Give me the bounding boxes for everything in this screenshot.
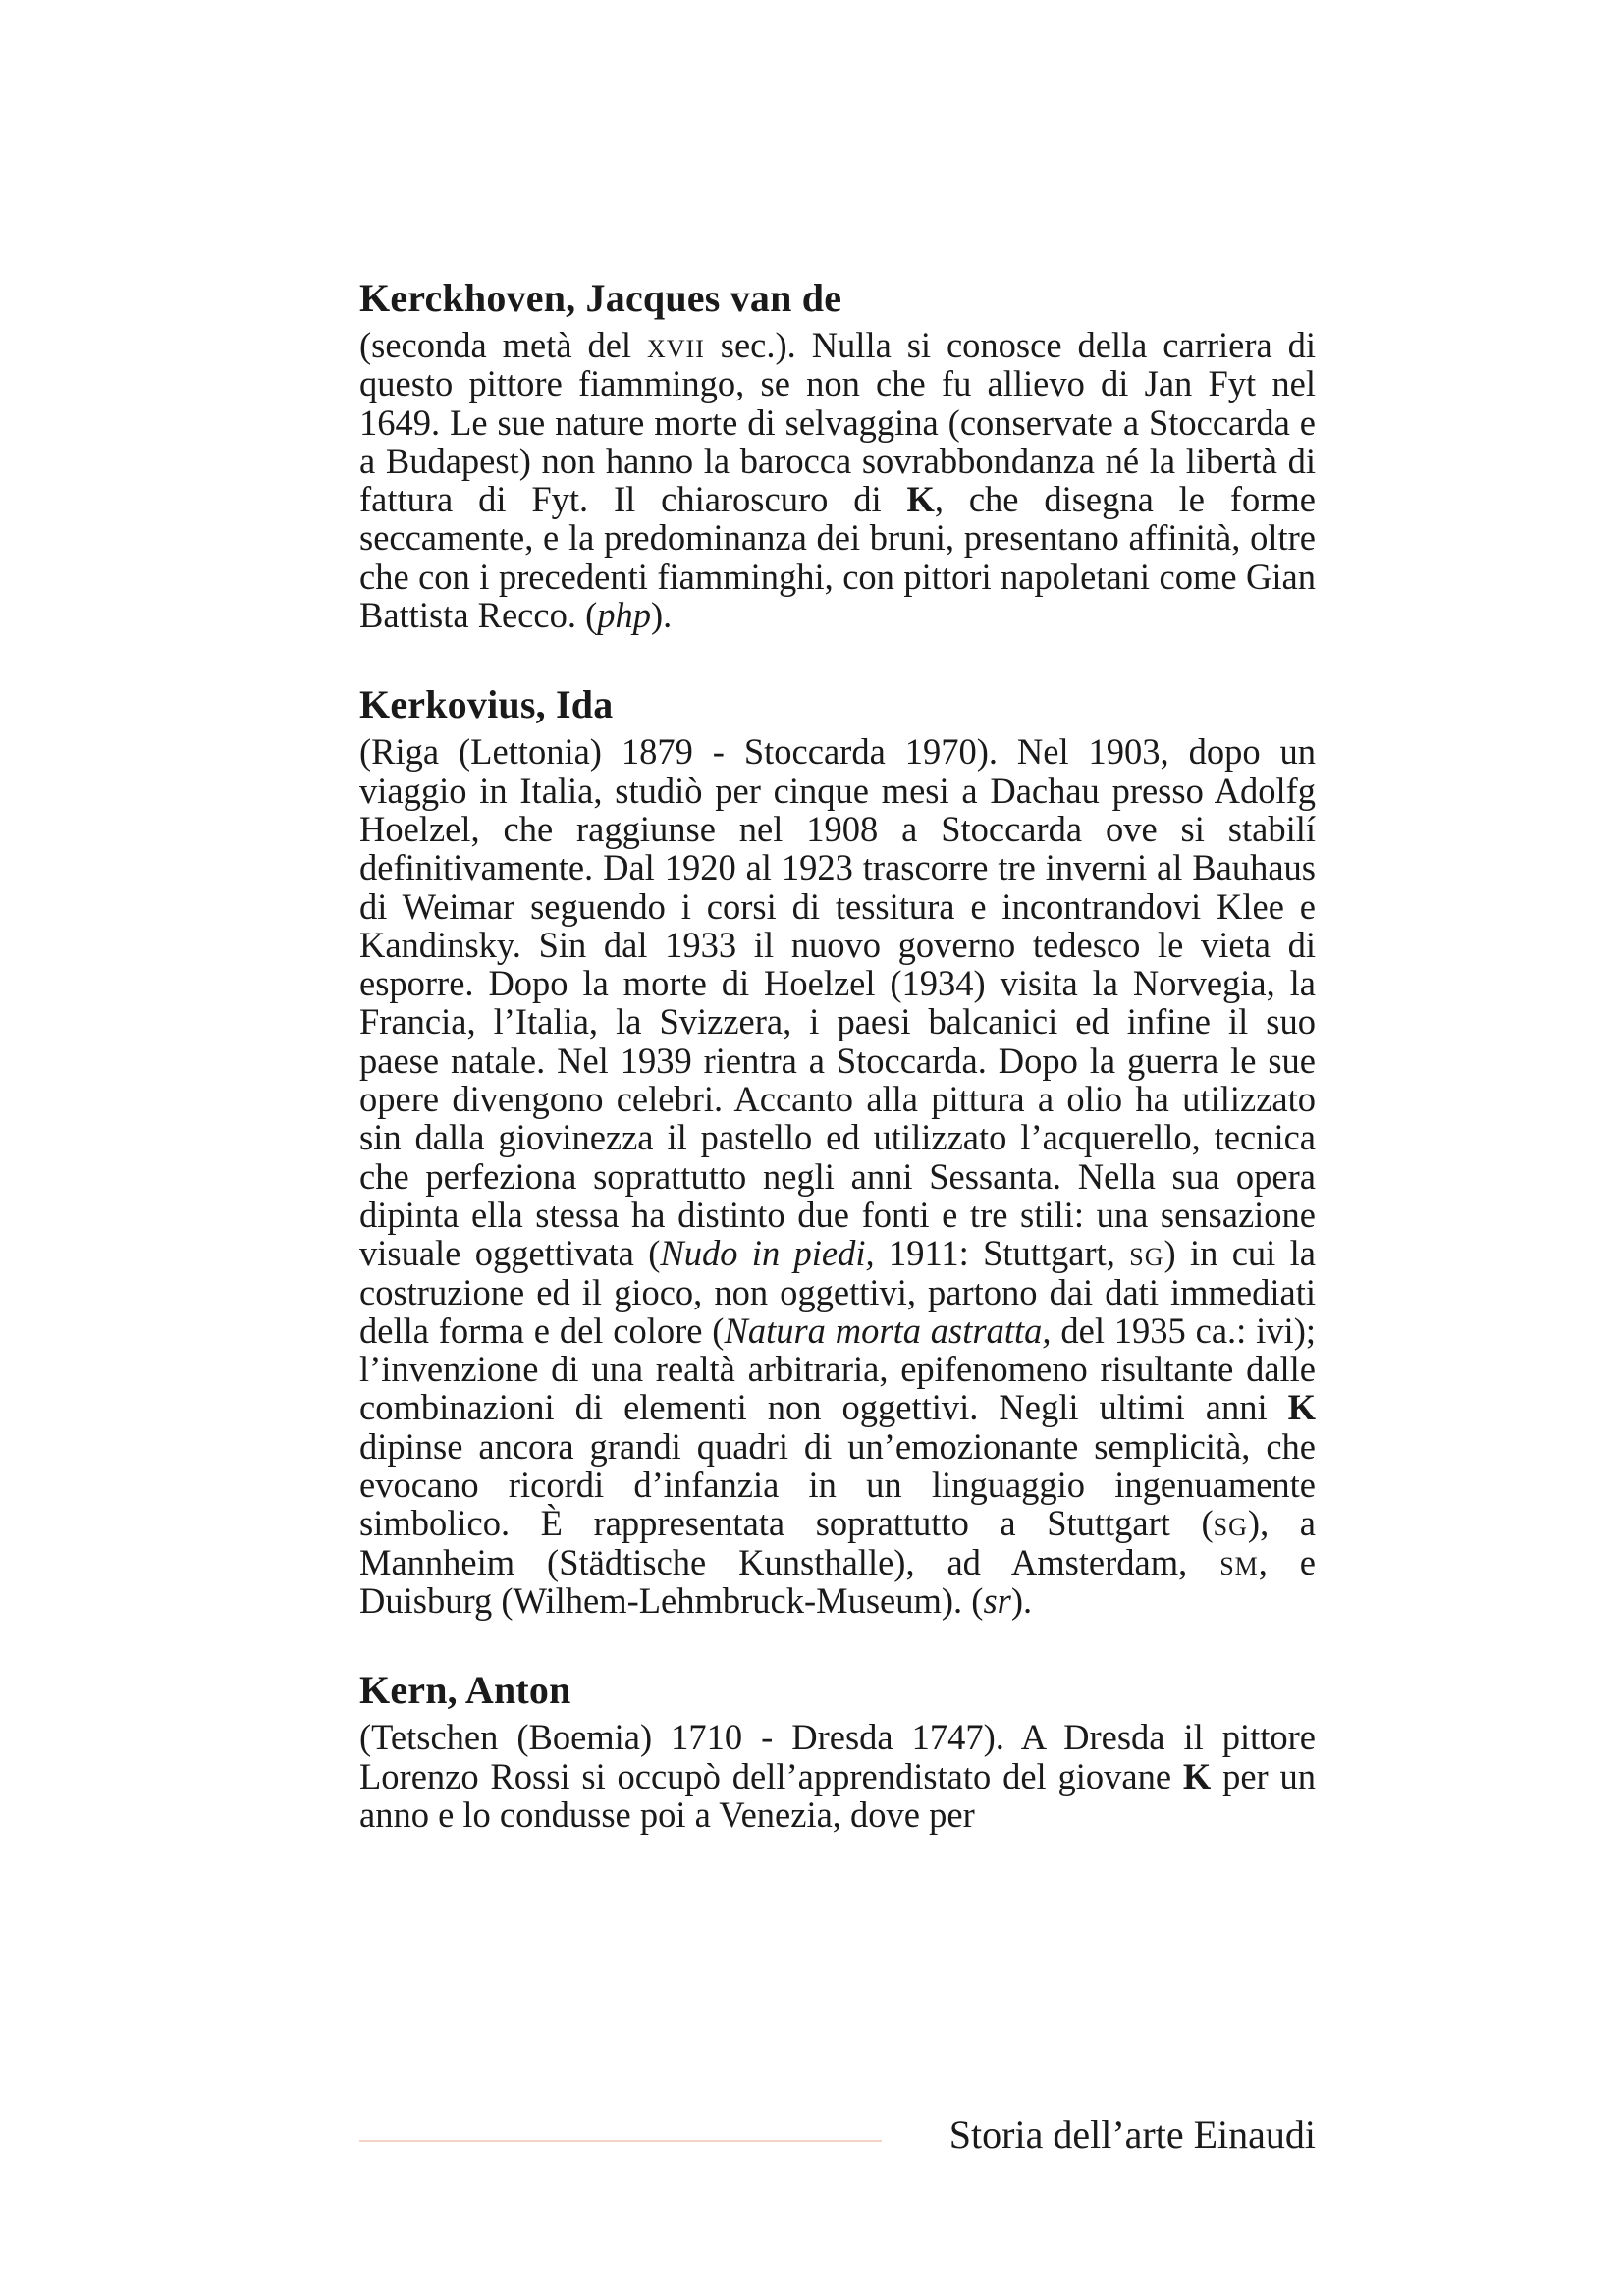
text-segment-plain: dipinse ancora grandi quadri di un’emozionante semplicità, che evocano ricordi d’infanzia in un linguaggio ingenuamente simbolico. È rappresentata soprattutto a Stuttgart ( xyxy=(359,1425,1316,1544)
footer-publication-title: Storia dell’arte Einaudi xyxy=(948,2112,1316,2157)
text-segment-plain: per un anno e lo condusse poi a Venezia, dove per xyxy=(359,1755,1316,1835)
text-segment-it: sr xyxy=(983,1579,1011,1621)
entry-title: Kern, Anton xyxy=(359,1668,571,1713)
text-segment-plain: ). xyxy=(651,595,673,636)
text-segment-it: Natura morta astratta, xyxy=(724,1309,1052,1351)
text-segment-plain: 1911: Stuttgart, xyxy=(874,1233,1130,1274)
text-segment-bold: K xyxy=(1182,1755,1212,1796)
text-segment-plain: , e Duisburg (Wilhem-Lehmbruck-Museum). ( xyxy=(359,1541,1317,1621)
text-segment-plain: (Riga (Lettonia) 1879 - Stoccarda 1970). Nel 1903, dopo un viaggio in Italia, studiò per cinque mesi a Dachau presso Adolfg Hoelzel, che raggiunse nel 1908 a Stoccarda ove si stabilí definitivamente. Dal 1920 al 1923 trascorre tre inverni al Bauhaus di Weimar seguendo i corsi di tessitura e incontrandovi Klee e Kandinsky. Sin dal 1933 il nuovo governo tedesco le vieta di esporre. Dopo la morte di Hoelzel (1934) visita la Norvegia, la Francia, l’Italia, la Svizzera, i paesi balcanici ed infine il suo paese natale. Nel 1939 rientra a Stoccarda. Dopo la guerra le sue opere divengono celebri. Accanto alla pittura a olio ha utilizzato sin dalla giovinezza il pastello ed utilizzato l’acquerello, tecnica che perfeziona soprattutto negli anni Sessanta. Nella sua opera dipinta ella stessa ha distinto due fonti e tre stili: una sensazione visuale oggettivata ( xyxy=(359,731,1316,1274)
entry-body xyxy=(359,1718,1316,1834)
text-segment-sc: sg xyxy=(1213,1503,1248,1544)
document-page xyxy=(359,275,1316,1881)
text-segment-bold: K xyxy=(906,479,935,520)
text-segment-sc: sg xyxy=(1129,1233,1164,1274)
footer-divider xyxy=(359,2140,882,2142)
text-segment-plain: ) in cui la costruzione ed il gioco, non oggettivi, partono dai dati immediati della forma e del colore ( xyxy=(359,1233,1316,1351)
text-segment-it: php xyxy=(597,595,651,636)
text-segment-bold: K xyxy=(1287,1387,1316,1428)
page-footer xyxy=(359,2110,1316,2160)
entry-title: Kerkovius, Ida xyxy=(359,682,614,727)
text-segment-plain: ). xyxy=(1010,1579,1033,1621)
text-segment-plain: (seconda metà del xyxy=(359,325,647,365)
text-segment-plain: ), a Mannheim (Städtische Kunsthalle), ad Amsterdam, xyxy=(359,1503,1316,1582)
text-segment-sc: xvii xyxy=(646,325,705,365)
entry-kern xyxy=(359,1667,1316,1834)
text-segment-sc: sm xyxy=(1219,1541,1259,1582)
text-segment-it: Nudo in piedi, xyxy=(660,1233,875,1274)
entry-body xyxy=(359,326,1316,634)
text-segment-plain: del 1935 ca.: ivi); l’invenzione di una realtà arbitraria, epifenomeno risultante dalle combinazioni di elementi non oggettivi. Negli ultimi anni xyxy=(359,1309,1316,1428)
text-segment-plain: sec.). Nulla si conosce della carriera di questo pittore fiammingo, se non che fu allievo di Jan Fyt nel 1649. Le sue nature morte di selvaggina (conservate a Stoccarda e a Budapest) non hanno la barocca sovrabbondanza né la libertà di fattura di Fyt. Il chiaroscuro di xyxy=(359,325,1317,520)
entry-title: Kerckhoven, Jacques van de xyxy=(359,276,842,320)
text-segment-plain: (Tetschen (Boemia) 1710 - Dresda 1747). A Dresda il pittore Lorenzo Rossi si occupò dell’apprendistato del giovane xyxy=(359,1717,1316,1796)
entry-body xyxy=(359,732,1316,1620)
entry-kerkovius xyxy=(359,681,1316,1620)
text-segment-plain: , che disegna le forme seccamente, e la predominanza dei bruni, presentano affinità, oltre che con i precedenti fiamminghi, con pittori napoletani come Gian Battista Recco. ( xyxy=(359,479,1316,636)
entry-kerckhoven xyxy=(359,275,1316,634)
